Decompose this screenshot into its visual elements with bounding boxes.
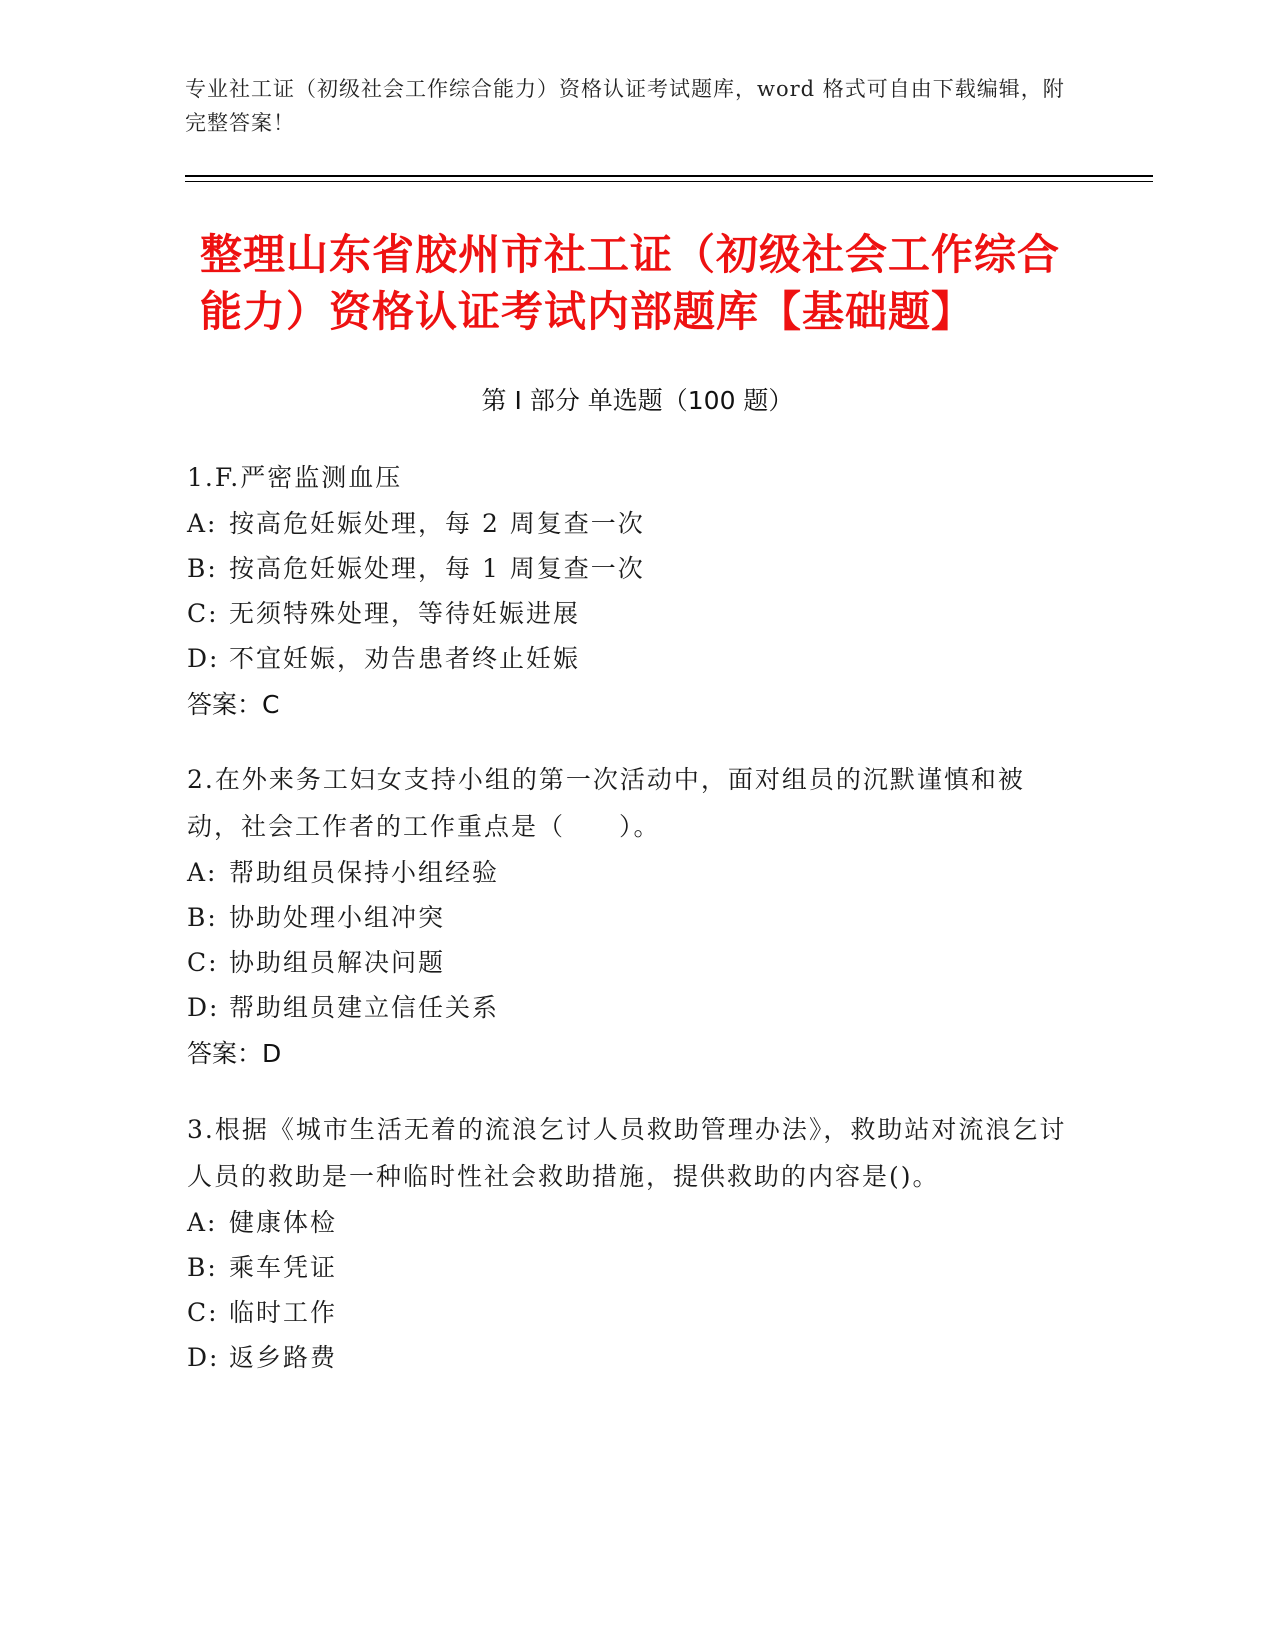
option-text: 帮助组员建立信任关系 xyxy=(229,993,500,1022)
option-text: 帮助组员保持小组经验 xyxy=(229,858,500,887)
option-a xyxy=(187,850,1067,895)
option-key: A: xyxy=(187,1208,218,1237)
option-key: C: xyxy=(187,948,219,977)
document-title: 整理山东省胶州市社工证（初级社会工作综合能力）资格认证考试内部题库【基础题】 xyxy=(200,230,1061,336)
option-text: 无须特殊处理，等待妊娠进展 xyxy=(229,599,581,628)
option-key: A: xyxy=(187,858,218,887)
option-text: 按高危妊娠处理，每 1 周复查一次 xyxy=(229,554,645,583)
option-a xyxy=(187,501,1067,546)
header-divider-thick xyxy=(185,175,1153,177)
option-d xyxy=(187,636,1067,681)
option-key: D: xyxy=(187,644,220,673)
option-d xyxy=(187,985,1067,1030)
question-stem: 1.F.严密监测血压 xyxy=(187,463,403,492)
option-c xyxy=(187,940,1067,985)
option-c xyxy=(187,1290,1067,1335)
option-key: B: xyxy=(187,903,218,932)
option-text: 不宜妊娠，劝告患者终止妊娠 xyxy=(229,644,581,673)
header-divider-thin xyxy=(185,181,1153,182)
answer: 答案：D xyxy=(187,1039,282,1068)
question-2 xyxy=(187,756,1067,1077)
option-text: 按高危妊娠处理，每 2 周复查一次 xyxy=(229,509,645,538)
question-1 xyxy=(187,454,1067,728)
question-stem: 3.根据《城市生活无着的流浪乞讨人员救助管理办法》，救助站对流浪乞讨人员的救助是一种临时性社会救助措施，提供救助的内容是()。 xyxy=(187,1115,1067,1191)
option-text: 协助处理小组冲突 xyxy=(229,903,446,932)
option-d xyxy=(187,1335,1067,1380)
answer: 答案：C xyxy=(187,690,280,719)
option-b xyxy=(187,895,1067,940)
option-key: B: xyxy=(187,554,218,583)
option-text: 临时工作 xyxy=(229,1298,338,1327)
option-key: D: xyxy=(187,993,220,1022)
option-text: 返乡路费 xyxy=(229,1343,338,1372)
header-note: 专业社工证（初级社会工作综合能力）资格认证考试题库，word 格式可自由下载编辑，附完整答案！ xyxy=(185,77,1065,135)
section-heading: 第 I 部分 单选题（100 题） xyxy=(481,386,794,415)
option-c xyxy=(187,591,1067,636)
option-text: 乘车凭证 xyxy=(229,1253,338,1282)
option-a xyxy=(187,1200,1067,1245)
question-stem: 2.在外来务工妇女支持小组的第一次活动中，面对组员的沉默谨慎和被动，社会工作者的工作重点是（ ）。 xyxy=(187,765,1025,841)
option-key: D: xyxy=(187,1343,220,1372)
option-key: B: xyxy=(187,1253,218,1282)
option-b xyxy=(187,546,1067,591)
option-text: 健康体检 xyxy=(229,1208,338,1237)
option-text: 协助组员解决问题 xyxy=(229,948,446,977)
option-key: C: xyxy=(187,1298,219,1327)
option-key: A: xyxy=(187,509,218,538)
option-key: C: xyxy=(187,599,219,628)
option-b xyxy=(187,1245,1067,1290)
question-3 xyxy=(187,1106,1067,1380)
